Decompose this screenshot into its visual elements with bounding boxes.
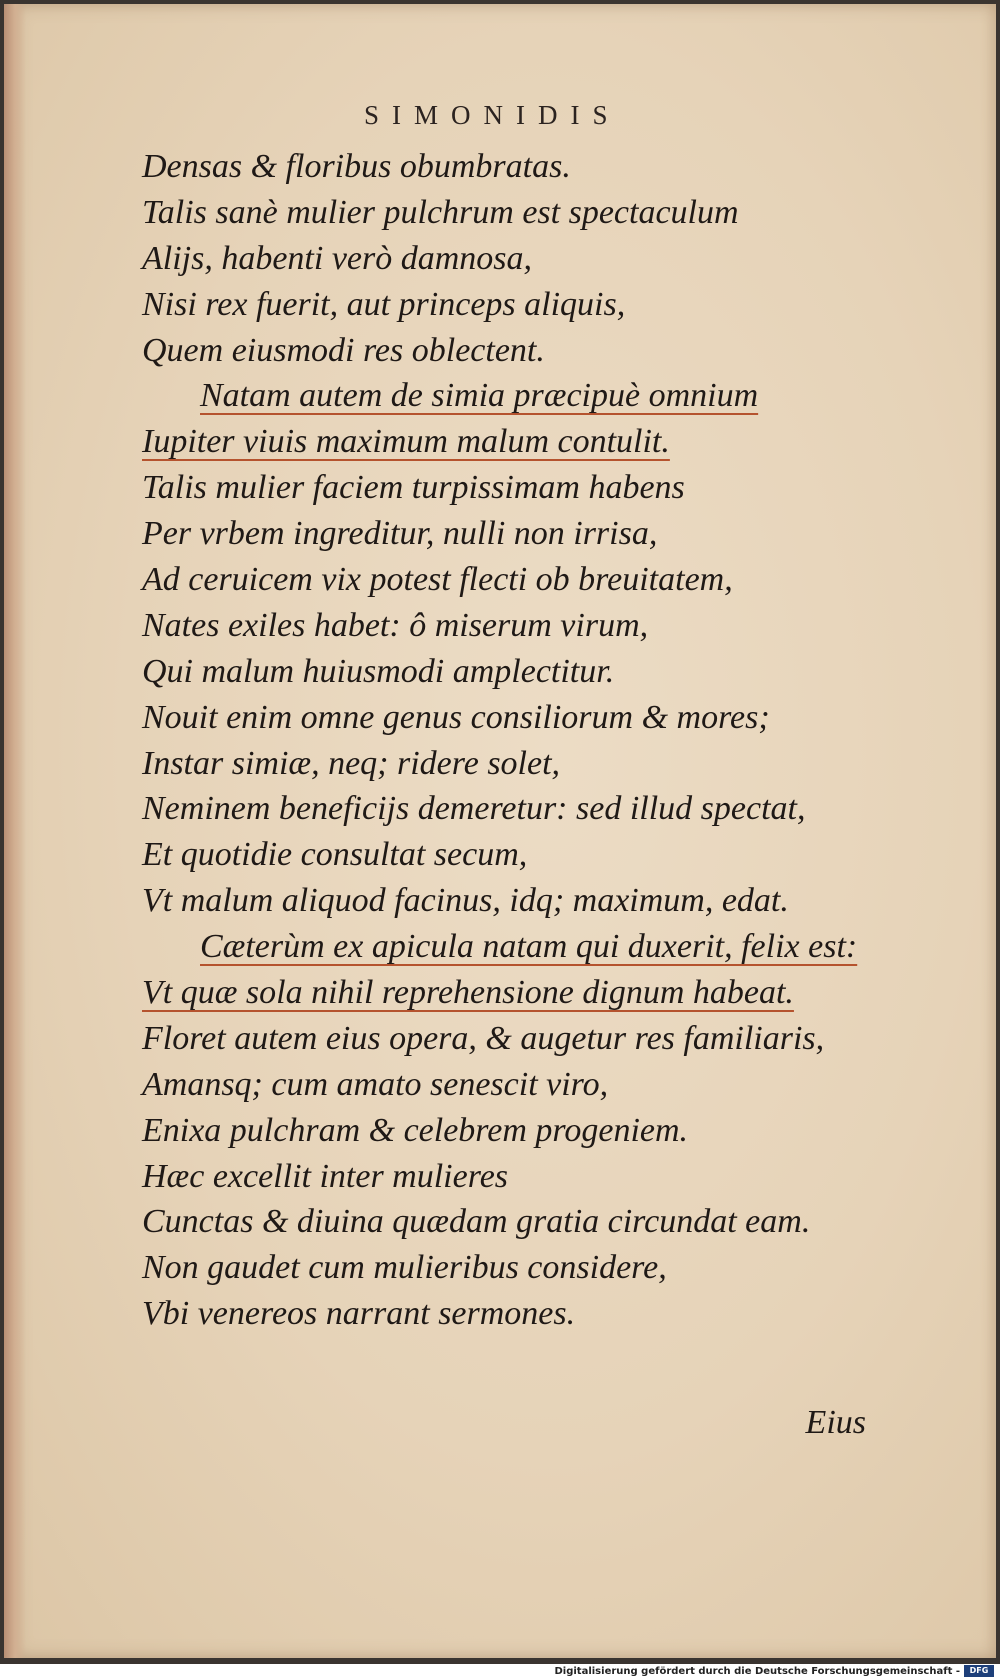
verse-line: [142, 832, 962, 878]
book-page: [4, 4, 996, 1658]
verse-line: [142, 1291, 962, 1337]
catchword: Eius: [805, 1404, 866, 1441]
verse-line: [142, 328, 962, 374]
verse-text: Vt quæ sola nihil reprehensione dignum habeat.: [142, 974, 794, 1012]
verse-line: [142, 511, 962, 557]
verse-line: [142, 1108, 962, 1154]
verse-line: [142, 924, 962, 970]
verse-line: [142, 419, 962, 465]
verse-line: [142, 236, 962, 282]
verse-line: [142, 786, 962, 832]
verse-text: Vbi venereos narrant sermones.: [142, 1295, 576, 1333]
verse-text: Et quotidie consultat secum,: [142, 836, 528, 874]
verse-text: Nouit enim omne genus consiliorum & mores;: [142, 698, 770, 736]
verse-list: [142, 144, 962, 1337]
verse-line: [142, 144, 962, 190]
verse-line: [142, 878, 962, 924]
verse-text: Alijs, habenti verò damnosa,: [142, 239, 533, 277]
verse-text: Ad ceruicem vix potest flecti ob breuitatem,: [142, 561, 733, 599]
footer-bar: [0, 1664, 1000, 1679]
verse-line: [142, 1245, 962, 1291]
verse-text: Nisi rex fuerit, aut princeps aliquis,: [142, 285, 626, 323]
funding-credit: Digitalisierung gefördert durch die Deutsche Forschungsgemeinschaft -: [554, 1666, 960, 1677]
verse-text: Per vrbem ingreditur, nulli non irrisa,: [142, 515, 658, 553]
verse-text: Non gaudet cum mulieribus considere,: [142, 1249, 667, 1287]
verse-line: [142, 1199, 962, 1245]
verse-text: Vt malum aliquod facinus, idq; maximum, edat.: [142, 882, 789, 920]
running-head: SIMONIDIS: [364, 100, 621, 130]
verse-line: [142, 557, 962, 603]
verse-line: [142, 282, 962, 328]
verse-line: [142, 1154, 962, 1200]
verse-text: Qui malum huiusmodi amplectitur.: [142, 652, 615, 690]
verse-text: Instar simiæ, neq; ridere solet,: [142, 744, 561, 782]
verse-text: Talis mulier faciem turpissimam habens: [142, 469, 685, 507]
dfg-logo-icon: DFG: [964, 1665, 994, 1677]
page-gutter: [4, 4, 26, 1658]
verse-text: Cæterùm ex apicula natam qui duxerit, felix est:: [200, 928, 858, 966]
verse-text: Floret autem eius opera, & augetur res familiaris,: [142, 1019, 825, 1057]
verse-text: Cunctas & diuina quædam gratia circundat eam.: [142, 1203, 811, 1241]
verse-text: Hæc excellit inter mulieres: [142, 1157, 509, 1195]
verse-line: [142, 695, 962, 741]
verse-line: [142, 190, 962, 236]
verse-line: [142, 1062, 962, 1108]
verse-text: Enixa pulchram & celebrem progeniem.: [142, 1111, 689, 1149]
verse-line: [142, 1016, 962, 1062]
verse-line: [142, 970, 962, 1016]
verse-text: Amansq; cum amato senescit viro,: [142, 1065, 609, 1103]
verse-text: Talis sanè mulier pulchrum est spectaculum: [142, 193, 739, 231]
verse-line: [142, 603, 962, 649]
verse-line: [142, 465, 962, 511]
verse-text: Quem eiusmodi res oblectent.: [142, 331, 545, 369]
verse-line: [142, 373, 962, 419]
verse-text: Iupiter viuis maximum malum contulit.: [142, 423, 670, 461]
verse-text: Nates exiles habet: ô miserum virum,: [142, 606, 649, 644]
verse-text: Natam autem de simia præcipuè omnium: [200, 377, 759, 415]
verse-line: [142, 741, 962, 787]
verse-text: Neminem beneficijs demeretur: sed illud spectat,: [142, 790, 806, 828]
verse-text: Densas & floribus obumbratas.: [142, 148, 571, 185]
verse-line: [142, 649, 962, 695]
